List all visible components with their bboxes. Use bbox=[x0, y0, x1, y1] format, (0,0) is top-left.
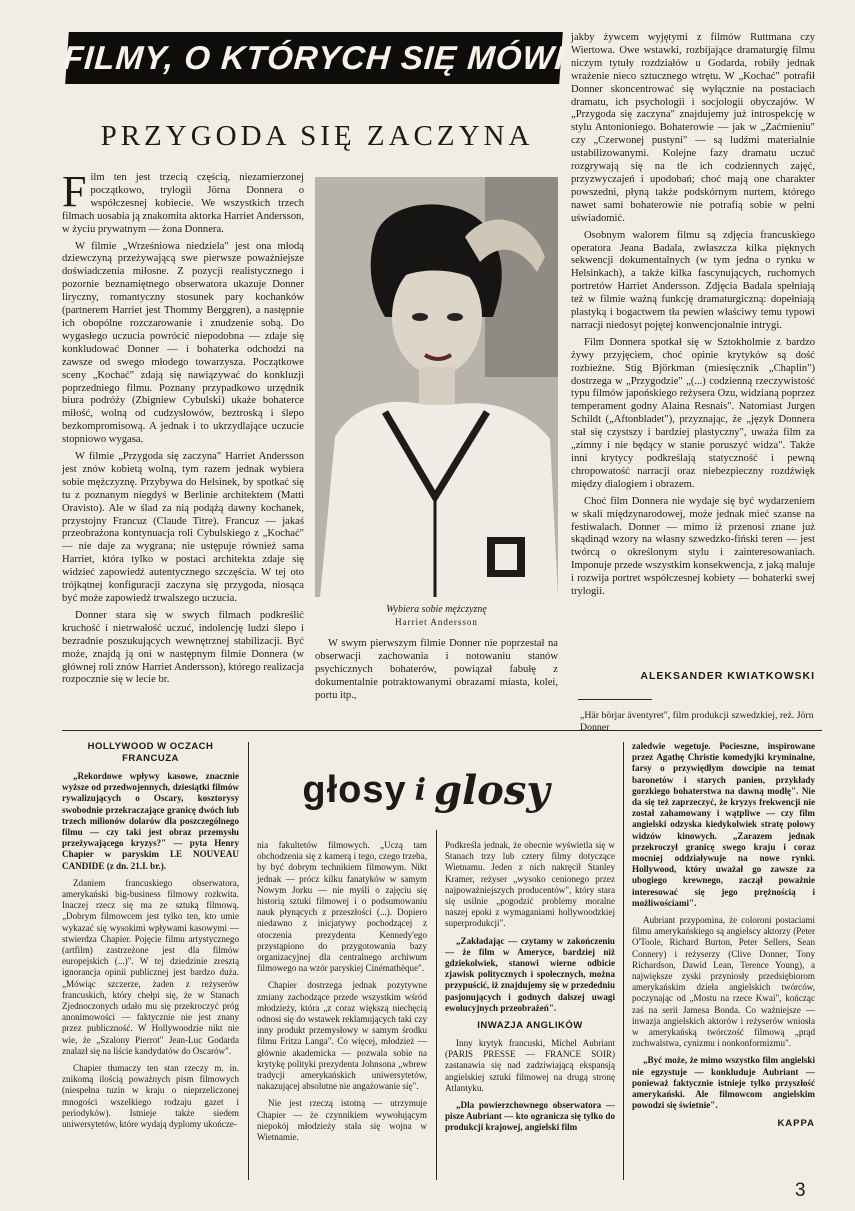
credit-divider bbox=[578, 699, 652, 700]
box-divider-2 bbox=[436, 830, 437, 1180]
film-credit: „Här börjar äventyret", film produkcji szwedzkiej, reż. Jörn Donner bbox=[580, 710, 814, 733]
photo-caption: Wybiera sobie mężczyznę Harriet Andersson bbox=[386, 604, 487, 627]
article-author: ALEKSANDER KWIATKOWSKI bbox=[640, 670, 815, 682]
box-column-1: HOLLYWOOD W OCZACH FRANCUZA „Rekordowe wpływy kasowe, znacznie wyższe od przedwojennych, dziesiątki filmów rywalizujących o Oscary, kosztorysy swobodnie przekraczające granicę dwóch lub trzech milionów dolarów dla poszczególnego filmu — czy taki jest obraz przemysłu przeżywającego kryzys?" — pyta Henry Chapier w paryskim LE NOUVEAU CANDIDE (z dn. 21.I. br.). Zdaniem francuskiego obserwatora, amerykański big-business filmowy rozkwita. Inaczej rzecz się ma ze sztuką filmową. „Dobrym filmowcem jest tylko ten, kto umie wykazać się wysokimi wpływami kasowymi — stwierdza Chapier. Pojęcie filmu artystycznego (artfilm) zastrzeżone jest dla filmów europejskich (...)". W tej dziedzinie zresztą ignorancja opinii publicznej jest bardzo duża. „Mówiąc szczerze, żaden z reżyserów francuskich, który chełpi się, że w Stanach Zjednoczonych udało mu się przekroczyć próg anonimowości — faktycznie nie jest znany przez publiczność. W Hollywoodzie nikt nie wie, że „Szalony Pierrot" Jean-Luc Godarda znalazł się na liście kandydatów do Oscarów". Chapier tłumaczy ten stan rzeczy m. in. znikomą ilością poważnych pism filmowych (niespełna tuzin w kraju o nieprzeliczonej mnogości wszelkiego rodzaju gazet i periodyków). Istnieje także siedem uniwersytetów, które wydają dyplomy ukończe- bbox=[62, 741, 239, 1130]
box-divider-3 bbox=[623, 742, 624, 1180]
page-number: 3 bbox=[795, 1180, 806, 1201]
article-column-1: Film ten jest trzecią częścią, niezamierzonej początkowo, trylogii Jörna Donnera o współczesnej kobiecie. We wszystkich trzech filmach uosabia ją znakomita aktorka Harriet Andersson, w życiu prywatnym — żona Donnera. W filmie „Wrześniowa niedziela" jest ona młodą dziewczyną przeżywającą swe pierwsze poważniejsze doświadczenia miłosne. Z pozycji realistycznego i pozornie beznamiętnego obserwatora ukazuje Donner liryczny, romantyczny stosunek pary kochanków (partnerem Harriet jest Thommy Berggren), a następnie ich obopólne rozczarowanie i znudzenie sobą. Do wygasłego uczucia powrócić niepodobna — zdaje się konkludować Donner — i bohaterka odchodzi na zawsze od swego młodego towarzysza. Początkowe sceny „Kochać" zdają się nawiązywać do konkluzji poprzedniego filmu. Poznany przypadkowo urzędnik biura podróży (Zbigniew Cybulski) ukaże bohaterce miłość, wolną od cudzysłowów, beztroską i ślepo bezkompromisową. A jednak i to ukrzydlające uczucie stopniowo wygasa. W filmie „Przygoda się zaczyna" Harriet Andersson jest znów kobietą wolną, tym razem jednak wybiera sobie mężczyznę. Przybywa do Helsinek, by spotkać się tu z poznanym niegdyś w Berlinie architektem (Matti Oravisto). Ale w ślad za nią podążą dawny kochanek, przystojny Francuz (Claude Titre). Francuz — jakaś przeobrażona kontynuacja roli Cybulskiego z „Kochać" — nie daje za wygrana; nie ustępuje również sama Harriet, która tylko w postaci architekta zdaje się widzieć zapowiedź autentycznego szczęścia. W tej oto trójkątnej konfiguracji zaczyna się przygoda, niosąca być może zapowiedź trwalszego uczucia. Donner stara się w swych filmach podkreślić kruchość i nietrwałość uczuć, indolencję ludzi ślepo i bezradnie poszukujących wewnętrznej stabilizacji. Być może, znajdą ją oni w następnym filmie Donnera (w głównej roli znów Harriet Andersson), którego realizacja rozpocznie się w lecie br. bbox=[62, 167, 304, 686]
box-heading-hollywood: HOLLYWOOD W OCZACH FRANCUZA bbox=[87, 741, 214, 764]
box-heading-inwazja: INWAZJA ANGLIKÓW bbox=[477, 1020, 583, 1032]
article-photo bbox=[315, 177, 558, 597]
article-headline: PRZYGODA SIĘ ZACZYNA bbox=[100, 120, 534, 152]
box-column-3: Podkreśla jednak, że obecnie wyświetla się w Stanach trzy lub cztery filmy dotyczące Wietnamu. Jeden z nich nakręcił Stanley Kramer, reżyser „wysoko cenionego przez najpoważniejszych producentów", który stara się usilnie „pogodzić problemy moralne naszej epoki z wymaganiami hollywoodzkiej superprodukcji". „Zakładając — czytamy w zakończeniu — że film w Ameryce, bardziej niż gdziekolwiek, stanowi wierne odbicie zjawisk politycznych i społecznych, można przypuścić, iż znajdujemy się w przededniu pasjonujących i godnych dalszej uwagi ewolucyjnych przeobrażeń". INWAZJA ANGLIKÓW Inny krytyk francuski, Michel Aubriant (PARIS PRESSE — FRANCE SOIR) zastanawia się nad zadziwiającą ekspansją angielskiej sztuki filmowej na drugą stronę Atlantyku. „Dla powierzchownego obserwatora — pisze Aubriant — kto ogranicza się tylko do produkcji krajowej, angielski film bbox=[445, 840, 615, 1133]
portrait-illustration bbox=[315, 177, 558, 597]
box-top-rule bbox=[62, 730, 822, 731]
section-banner: FILMY, O KTÓRYCH SIĘ MÓWI bbox=[65, 32, 563, 84]
article-column-3: jakby żywcem wyjętymi z filmów Ruttmana czy Wiertowa. Owe wstawki, rozbijające dramaturgię filmu niczym tytuły rozdziałów u Godarda, robiły jednak wrażenie nieco sztucznego wtrętu. W „Kochać" potrafił Donner skoncentrować się wyłącznie na postaciach dramatu, ich psychologii i socjologii obyczajów. W „Przygoda się zaczyna" znajdujemy już introspekcję w stylu Antonioniego. Bohaterowie — jak w „Zaćmieniu" czy „Czerwonej pustyni" — są ludźmi materialnie ustabilizowanymi. Kolejne fazy dramatu uczuć rozgrywają się na tle ich codziennych zajęć, przyzwyczajeń i upodobań; choć mają one charakter powszedni, płyną także podskórnym nurtem, którego nawet sami bohaterowie nie potrafią sobie w pełni uświadomić. Osobnym walorem filmu są zdjęcia francuskiego operatora Jeana Badala, zwłaszcza kilka pięknych sekwencji dokumentalnych (w tym jedna o rynku w Helsinkach), a także kilka fascynujących, ruchomych portretów Harriet Andersson. Zdjęcia Badala spełniają też w filmie ważną funkcję dramaturgiczną: dopełniają plastyką i bogactwem tła pewien właściwy temu typowi narracji niedosyt pojętej konwencjonalnie intrygi. Film Donnera spotkał się w Sztokholmie z bardzo żywy przyjęciem, choć opinie krytyków są dość rozbieżne. Stig Björkman (miesięcznik „Chaplin") dostrzega w „Przygodzie" „(...) codzienną rzeczywistość typu filmów japońskiego reżysera Ozu, widzianą poprzez temperament godny Alaina Resnais". Natomiast Jurgen Schildt („Aftonbladet"), przyznając, że „język Donnera stał się czystszy i bardziej plastyczny", uważa film za „zimny i nie będący w stanie poruszyć widza". Także inni krytycy podkreślają statyczność i pewną chropowatość narracji oraz niebezpieczny rozdźwięk między dialogiem i obrazem. Choć film Donnera nie wydaje się być wydarzeniem w skali międzynarodowej, może jednak mieć szanse na festiwalach. Donner — mimo iż przenosi znane już skądinąd wzory na własny szwedzko-fiński teren — jest twórcą o określonym stylu i zainteresowaniach. Imponuje przede wszystkim konsekwencja, z jaką maluje i rozwija portret współczesnej kobiety — bohaterki swej trylogii. bbox=[571, 32, 815, 598]
dropcap: F bbox=[62, 167, 87, 216]
article-column-2: W swym pierwszym filmie Donner nie poprzestał na obserwacji zachowania i notowaniu stanów psychicznych bohaterów, powiązał fabułę z dokumentalnie potraktowanymi obrazami miasta, kolei, portu itp., bbox=[315, 638, 558, 701]
box-column-4: zaledwie wegetuje. Pocieszne, inspirowane przez Agathę Christie komedyjki kryminalne, farsy o przywiędłym dowcipie na temat baronetów i starych panien, przykłady gorzkiego bohaterstwa na dawną modłę". Nie da się też zaprzeczyć, że kryzys frekwencji nie został zahamowany i wątpliwe — czy film angielski odzyska kiedykolwiek stratę połowy widzów kinowych. „Zarazem jednak przekroczył granicę swego kraju i coraz mocniej oddziaływuje na nowe rynki. Hollywood, który uważał go zawsze za ubogiego krewnego, zaczął poważnie interesować się jego prężnością i możliwościami". Aubriant przypomina, że coloroni postaciami filmu amerykańskiego są angielscy aktorzy (Peter O'Toole, Richard Burton, Peter Sellers, Sean Connery) i reżyserzy (Clive Donner, Tony Richardson, Dawid Lean, Terence Young), a największe zyski przyniosły przedsiębiorom amerykańskim dzieła angielskich twórców, poczynając od „Mostu na rzece Kwai", kończąc zaś na serii Jamesa Bonda. Co ważniejsze — inwazja angielskich aktorów i reżyserów wniosła w amerykańską twórczość filmową „prąd zuchwalstwa, cynizmu i nonkonformizmu". „Być może, że mimo wszystko film angielski nie egzystuje — konkluduje Aubriant — ponieważ faktycznie istnieje tylko przyszłość amerykański. Ale filmowcom angielskim powodzi się świetnie". KAPPA bbox=[632, 741, 815, 1129]
glosy-title: głosy i glosy bbox=[302, 766, 550, 814]
box-signature: KAPPA bbox=[777, 1117, 815, 1129]
box-divider-1 bbox=[248, 742, 249, 1180]
box-column-2: nia fakultetów filmowych. „Uczą tam obchodzenia się z kamerą i tego, czego trzeba, by być dobrym technikiem filmowym. Nikt jednak — prócz kilku fanatyków w samym Nowym Jorku — nie myśli o zajęciu się historią sztuki filmowej i o podsumowaniu nauk płynących z przeszłości (...). Dopiero niedawno z inicjatywy pochodzącej z otoczenia prezydenta Kennedy'ego przystąpiono do przygotowania bazy organizacyjnej dla centralnego archiwum filmowego na wzór paryskiej Cinémathèque". Chapier dostrzega jednak pozytywne zmiany zachodzące przede wszystkim wśród młodzieży, która „z coraz większą niechęcią odnosi się do wstawek reklamujących taki czy inny produkt przemysłowy w samym środku filmu Fritza Langa". Co więcej, młodzież — głównie akademicka — pozwala sobie na krytykę polityki prezydenta Johnsona „wbrew tradycji amerykańskich uniwersytetów, nakazującej absolutne nie angażowanie się". Nie jest rzeczą istotną — utrzymuje Chapier — że czynnikiem wywołującym niepokój młodzieży stała się wojna w Wietnamie. bbox=[257, 840, 427, 1143]
